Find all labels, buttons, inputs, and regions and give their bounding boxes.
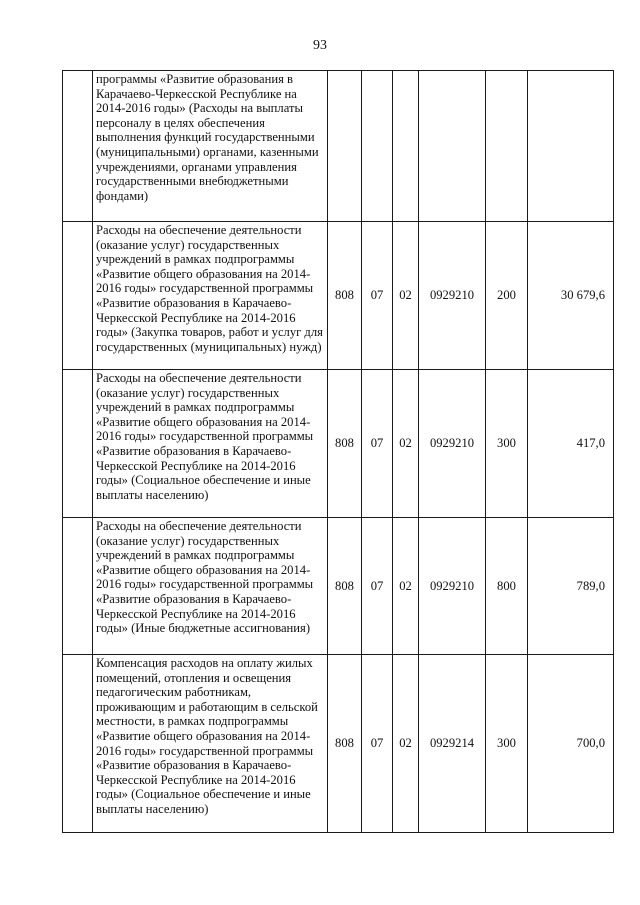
pr-cell: 02 — [393, 518, 419, 655]
vr-cell — [486, 71, 528, 222]
rz-cell: 07 — [362, 222, 393, 370]
description-cell: Расходы на обеспечение деятельности (оказание услуг) государственных учреждений в рамках подпрограммы «Развитие общего образования на 2014-2016 годы» государственной программы «Развитие образования в Карачаево-Черкесской Республике на 2014-2016 годы» (Социальное обеспечение и иные выплаты населению) — [93, 370, 328, 518]
csr-cell: 0929214 — [419, 655, 486, 833]
index-cell — [63, 518, 93, 655]
description-cell: Компенсация расходов на оплату жилых помещений, отопления и освещения педагогическим работникам, проживающим и работающим в сельской местности, в рамках подпрограммы «Развитие общего образования на 2014-2016 годы» государственной программы «Развитие образования в Карачаево-Черкесской Республике на 2014-2016 годы» (Социальное обеспечение и иные выплаты населению) — [93, 655, 328, 833]
table-row — [63, 518, 614, 655]
index-cell — [63, 655, 93, 833]
pr-cell: 02 — [393, 655, 419, 833]
vr-cell: 200 — [486, 222, 528, 370]
ved-cell: 808 — [328, 655, 362, 833]
rz-cell: 07 — [362, 655, 393, 833]
csr-cell — [419, 71, 486, 222]
vr-cell: 300 — [486, 370, 528, 518]
ved-cell: 808 — [328, 370, 362, 518]
description-cell: программы «Развитие образования в Карачаево-Черкесской Республике на 2014-2016 годы» (Расходы на выплаты персоналу в целях обеспечения выполнения функций государственными (муниципальными) органами, казенными учреждениями, органами управления государственными внебюджетными фондами) — [93, 71, 328, 222]
ved-cell: 808 — [328, 222, 362, 370]
table-row — [63, 71, 614, 222]
page-number: 93 — [313, 38, 327, 53]
rz-cell — [362, 71, 393, 222]
ved-cell: 808 — [328, 518, 362, 655]
csr-cell: 0929210 — [419, 370, 486, 518]
description-cell: Расходы на обеспечение деятельности (оказание услуг) государственных учреждений в рамках подпрограммы «Развитие общего образования на 2014-2016 годы» государственной программы «Развитие образования в Карачаево-Черкесской Республике на 2014-2016 годы» (Закупка товаров, работ и услуг для государственных (муниципальных) нужд) — [93, 222, 328, 370]
ved-cell — [328, 71, 362, 222]
rz-cell: 07 — [362, 370, 393, 518]
sum-cell — [528, 71, 614, 222]
budget-table — [62, 70, 614, 833]
csr-cell: 0929210 — [419, 518, 486, 655]
table-row — [63, 370, 614, 518]
pr-cell — [393, 71, 419, 222]
vr-cell: 300 — [486, 655, 528, 833]
sum-cell: 789,0 — [528, 518, 614, 655]
rz-cell: 07 — [362, 518, 393, 655]
sum-cell: 700,0 — [528, 655, 614, 833]
pr-cell: 02 — [393, 222, 419, 370]
index-cell — [63, 370, 93, 518]
sum-cell: 30 679,6 — [528, 222, 614, 370]
sum-cell: 417,0 — [528, 370, 614, 518]
table-row — [63, 655, 614, 833]
vr-cell: 800 — [486, 518, 528, 655]
csr-cell: 0929210 — [419, 222, 486, 370]
description-cell: Расходы на обеспечение деятельности (оказание услуг) государственных учреждений в рамках подпрограммы «Развитие общего образования на 2014-2016 годы» государственной программы «Развитие образования в Карачаево-Черкесской Республике на 2014-2016 годы» (Иные бюджетные ассигнования) — [93, 518, 328, 655]
table-row — [63, 222, 614, 370]
pr-cell: 02 — [393, 370, 419, 518]
index-cell — [63, 222, 93, 370]
index-cell — [63, 71, 93, 222]
